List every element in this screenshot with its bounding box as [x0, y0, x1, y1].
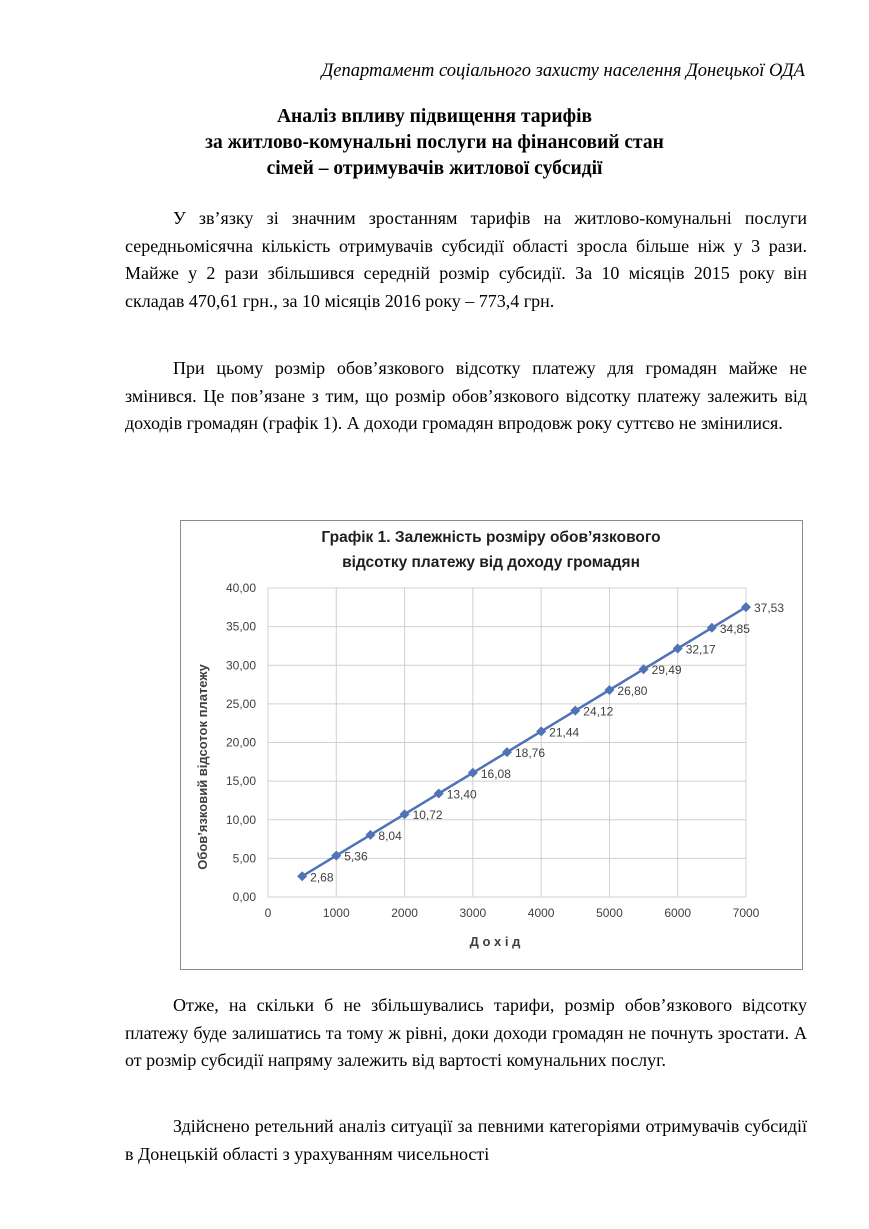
x-tick-label: 2000 — [391, 906, 418, 920]
title-line: Аналіз впливу підвищення тарифів — [276, 106, 593, 127]
data-label: 18,76 — [515, 746, 546, 761]
chart-title-line: відсотку платежу від доходу громадян — [342, 554, 640, 571]
y-tick-label: 5,00 — [232, 851, 256, 866]
data-label: 2,68 — [310, 870, 334, 885]
data-label: 26,80 — [617, 683, 648, 698]
x-tick-label: 0 — [264, 906, 272, 920]
y-tick-label: 40,00 — [225, 581, 256, 595]
data-label: 5,36 — [344, 849, 368, 864]
x-tick-label: 3000 — [459, 906, 487, 920]
title-line: сімей – отримувачів житлової субсидії — [266, 158, 603, 179]
y-axis-label: Обов’язковий відсоток платежу — [195, 664, 210, 870]
data-label: 10,72 — [412, 808, 443, 823]
data-label: 37,53 — [754, 601, 785, 616]
data-label: 32,17 — [685, 642, 716, 657]
y-tick-label: 25,00 — [225, 696, 256, 711]
grid — [268, 588, 746, 897]
paragraph: У зв’язку зі значним зростанням тарифів на житлово-комунальні послуги середньомісячна кількість отримувачів субсидії області зросла більше ніж у 3 рази. Майже у 2 рази збільшився середній розмір субсидії. За 10 місяців 2015 року він складав 470,61 грн., за 10 місяців 2016 року – 773,4 грн. — [125, 208, 807, 311]
axis-tick-labels — [226, 581, 760, 920]
x-tick-label: 7000 — [732, 906, 760, 920]
data-label: 13,40 — [446, 787, 477, 802]
x-tick-label: 1000 — [322, 906, 350, 920]
y-tick-label: 35,00 — [225, 619, 256, 634]
paragraph: Отже, на скільки б не збільшувались тарифи, розмір обов’язкового відсотку платежу буде залишатись та тому ж рівні, доки доходи громадян не почнуть зростати. А от розмір субсидії напряму залежить від вартості комунальних послуг. — [125, 995, 807, 1070]
data-label: 34,85 — [719, 621, 750, 636]
paragraph: При цьому розмір обов’язкового відсотку платежу для громадян майже не змінився. Це пов’язане з тим, що розмір обов’язкового відсотку платежу залежить від доходів громадян (графік 1). А доходи громадян впродовж року суттєво не змінилися. — [125, 358, 807, 433]
chart-figure — [180, 520, 803, 970]
x-tick-label: 6000 — [664, 906, 692, 920]
y-tick-label: 0,00 — [232, 890, 256, 904]
chart-svg — [181, 521, 802, 969]
data-label: 16,08 — [480, 766, 511, 781]
data-label: 24,12 — [583, 704, 614, 719]
title-line: за житлово-комунальні послуги на фінансовий стан — [205, 132, 664, 153]
y-tick-label: 10,00 — [225, 812, 256, 827]
document-title — [0, 104, 869, 182]
y-tick-label: 20,00 — [225, 735, 256, 750]
header-organization: Департамент соціального захисту населення Донецької ОДА — [321, 61, 805, 81]
x-tick-label: 5000 — [596, 906, 623, 920]
data-label: 29,49 — [651, 663, 682, 678]
chart-title-line: Графік 1. Залежність розміру обов’язкового — [321, 529, 661, 546]
paragraph: Здійснено ретельний аналіз ситуації за певними категоріями отримувачів субсидії в Донецькій області з урахуванням чисельності — [125, 1116, 807, 1164]
data-label: 21,44 — [549, 725, 580, 740]
x-axis-label: Д о х і д — [469, 934, 521, 949]
y-tick-label: 30,00 — [225, 658, 256, 673]
x-tick-label: 4000 — [527, 906, 555, 920]
data-label: 8,04 — [378, 828, 402, 843]
y-tick-label: 15,00 — [225, 774, 256, 789]
